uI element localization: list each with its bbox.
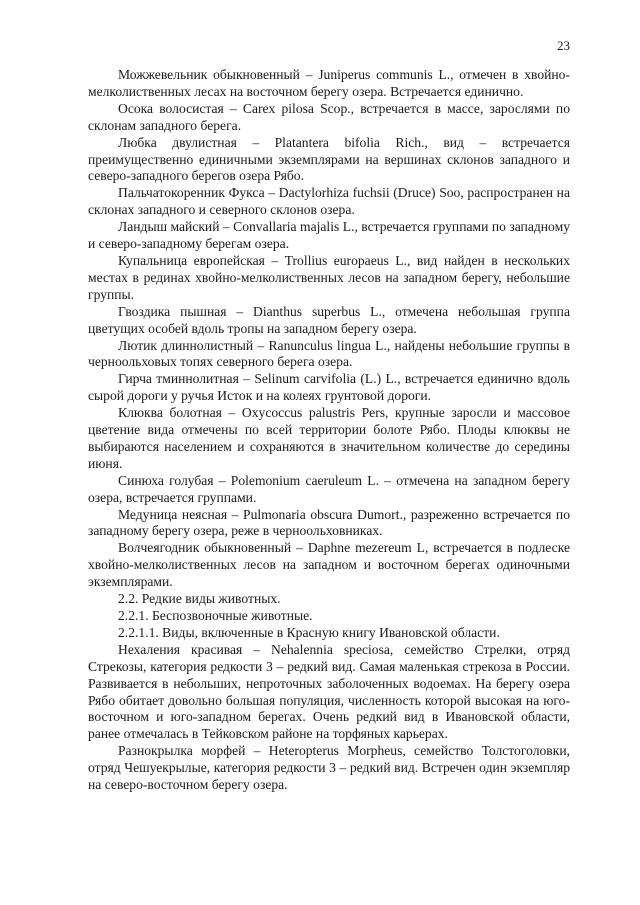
- paragraph-dianthus: Гвоздика пышная – Dianthus superbus L., отмечена небольшая группа цветущих особей вдоль тропы на западном берегу озера.: [88, 303, 570, 336]
- paragraph-dactylorhiza: Пальчатокоренник Фукса – Dactylorhiza fuchsii (Druce) Soo, распространен на склонах западного и северного склонов озера.: [88, 185, 570, 218]
- paragraph-pulmonaria: Медуница неясная – Pulmonaria obscura Dumort., разреженно встречается по западному берегу озера, реже в черноольховниках.: [88, 506, 570, 539]
- paragraph-nehalennia: Нехаления красивая – Nehalennia speciosa, семейство Стрелки, отряд Стрекозы, категория редкости 3 – редкий вид. Самая маленькая стрекоза в России. Развивается в небольших, непроточных заболоченных водоемах. На берегу озера Рябо обитает довольно большая популяция, численность которой высокая на юго-восточном и юго-западном берегах. Очень редкий вид в Ивановской области, ранее отмечалась в Тейковском районе на торфяных карьерах.: [88, 641, 570, 742]
- paragraph-selinum: Гирча тминнолитная – Selinum carvifolia (L.) L., встречается единично вдоль сырой дороги у ручья Исток и на колеях грунтовой дороги.: [88, 371, 570, 404]
- paragraph-juniperus: Можжевельник обыкновенный – Juniperus communis L., отмечен в хвойно-мелколиственных лесах на восточном берегу озера. Встречается единично.: [88, 67, 570, 99]
- paragraph-convallaria: Ландыш майский – Convallaria majalis L., встречается группами по западному и северо-западному берегам озера.: [88, 219, 570, 252]
- paragraph-carex: Осока волосистая – Carex pilosa Scop., встречается в массе, зарослями по склонам западного берега.: [88, 100, 570, 133]
- section-heading-rare-animals: 2.2. Редкие виды животных.: [118, 591, 281, 607]
- paragraph-polemonium: Синюха голубая – Polemonium caeruleum L. – отмечена на западном берегу озера, встречается группами.: [88, 472, 570, 505]
- document-body: [88, 67, 570, 794]
- paragraph-platantera: Любка двулистная – Platantera bifolia Rich., вид – встречается преимущественно единичными экземплярами на вершинах склонов западного и северо-западного берегов озера Рябо.: [88, 134, 570, 184]
- paragraph-trollius: Купальница европейская – Trollius europaeus L., вид найден в нескольких местах в рединах хвойно-мелколиственных лесов на западном берегу, небольшие группы.: [88, 252, 570, 302]
- paragraph-ranunculus: Лютик длиннолистный – Ranunculus lingua L., найдены небольшие группы в черноольховых топях северного берега озера.: [88, 337, 570, 370]
- paragraph-daphne: Волчеягодник обыкновенный – Daphne mezereum L, встречается в подлеске хвойно-мелколиственных лесов на западном и восточном берегах одиночными экземплярами.: [88, 540, 570, 590]
- page-number: 23: [557, 38, 570, 53]
- section-heading-red-book: 2.2.1.1. Виды, включенные в Красную книгу Ивановской области.: [118, 624, 500, 640]
- paragraph-heteropterus: Разнокрылка морфей – Heteropterus Morpheus, семейство Толстоголовки, отряд Чешуекрылые, категория редкости 3 – редкий вид. Встречен один экземпляр на северо-восточном берегу озера.: [88, 743, 570, 793]
- paragraph-oxycoccus: Клюква болотная – Oxycoccus palustris Pers, крупные заросли и массовое цветение вида отмечены по всей территории болоте Рябо. Плоды клюквы не выбираются населением и сохраняются в значительном количестве до середины июня.: [88, 405, 570, 471]
- section-heading-invertebrates: 2.2.1. Беспозвоночные животные.: [118, 608, 313, 623]
